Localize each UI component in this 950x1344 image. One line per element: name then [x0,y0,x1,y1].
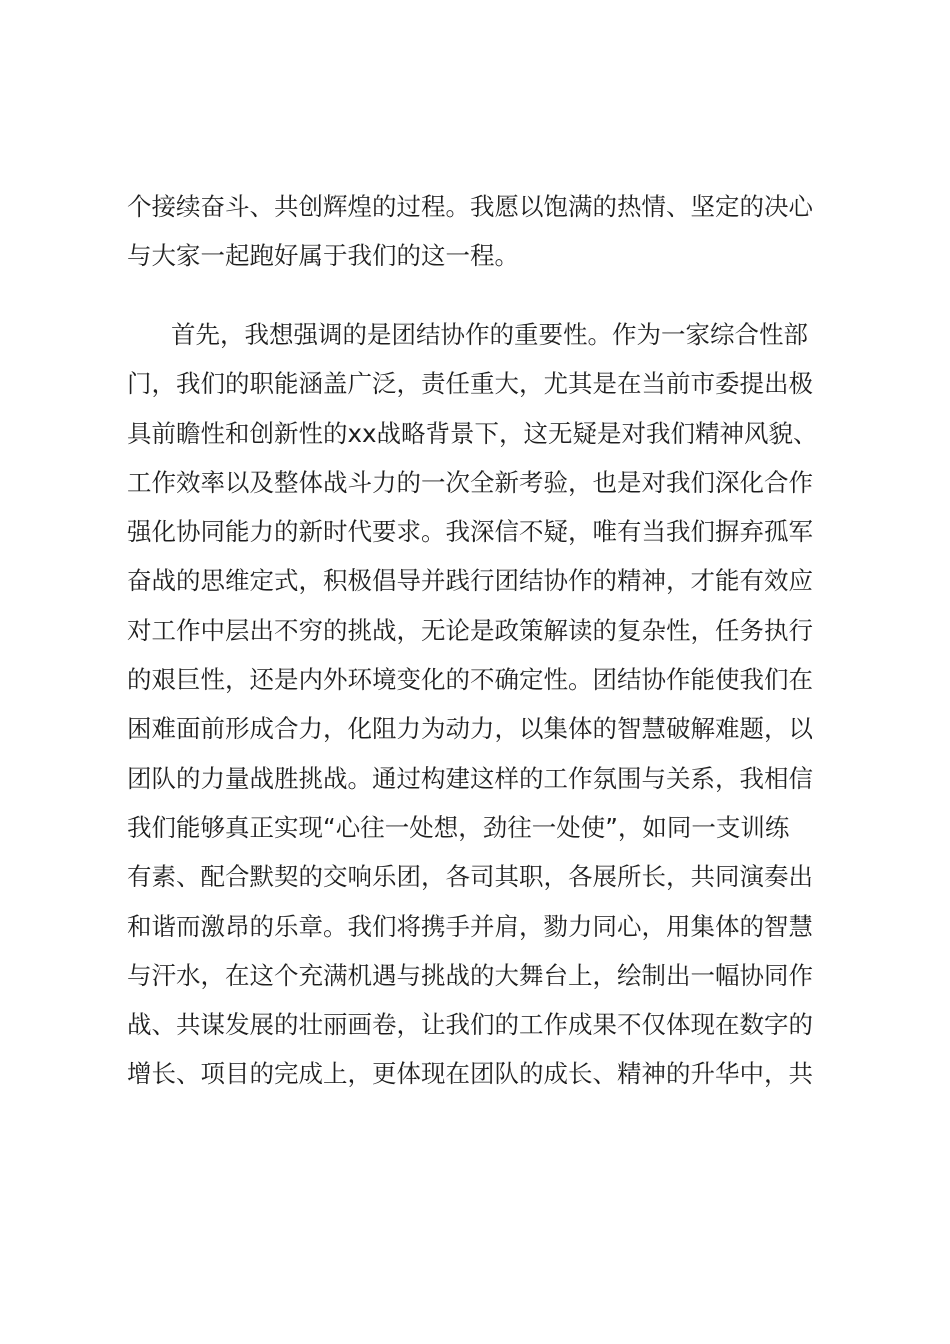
text-line: 对工作中层出不穷的挑战，无论是政策解读的复杂性，任务执行 [127,615,813,645]
paragraph-teamwork [127,310,843,1099]
text-line: 具前瞻性和创新性的xx战略背景下，这无疑是对我们精神风貌、 [127,418,818,448]
text-line: 奋战的思维定式，积极倡导并践行团结协作的精神，才能有效应 [127,566,813,596]
text-line: 我们能够真正实现“心往一处想，劲往一处使”，如同一支训练 [127,812,790,842]
text-line: 个接续奋斗、共创辉煌的过程。我愿以饱满的热情、坚定的决心 [127,192,813,221]
text-line: 门，我们的职能涵盖广泛，责任重大，尤其是在当前市委提出极 [127,369,813,399]
paragraph-continuation [127,182,843,281]
text-line: 首先，我想强调的是团结协作的重要性。作为一家综合性部 [171,320,808,349]
text-line: 有素、配合默契的交响乐团，各司其职，各展所长，共同演奏出 [127,862,813,892]
text-line: 增长、项目的完成上，更体现在团队的成长、精神的升华中，共 [127,1059,813,1089]
text-line: 与大家一起跑好属于我们的这一程。 [127,241,519,271]
text-line: 团队的力量战胜挑战。通过构建这样的工作氛围与关系，我相信 [127,763,813,793]
text-line: 战、共谋发展的壮丽画卷，让我们的工作成果不仅体现在数字的 [127,1010,813,1040]
text-line: 强化协同能力的新时代要求。我深信不疑，唯有当我们摒弃孤军 [127,517,813,547]
text-line: 困难面前形成合力，化阻力为动力，以集体的智慧破解难题，以 [127,714,813,744]
text-line: 和谐而激昂的乐章。我们将携手并肩，勠力同心，用集体的智慧 [127,911,813,941]
text-line: 工作效率以及整体战斗力的一次全新考验，也是对我们深化合作 [127,467,813,497]
text-line: 的艰巨性，还是内外环境变化的不确定性。团结协作能使我们在 [127,665,813,695]
text-line: 与汗水，在这个充满机遇与挑战的大舞台上，绘制出一幅协同作 [127,960,813,990]
